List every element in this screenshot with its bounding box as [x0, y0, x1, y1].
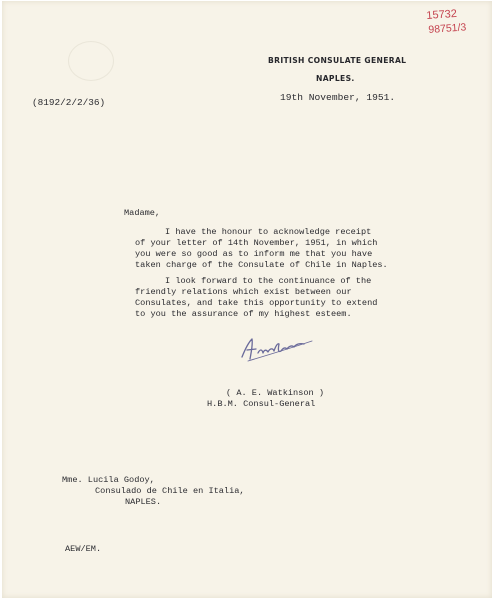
body-line-6: friendly relations which exist between our [135, 287, 352, 297]
archive-number-top: 15732 [426, 7, 458, 22]
body-line-4: taken charge of the Consulate of Chile in Naples. [135, 260, 388, 270]
signatory-title: H.B.M. Consul-General [207, 399, 316, 409]
body-line-7: Consulates, and take this opportunity to extend [135, 298, 378, 308]
archive-number-bottom: 98751/3 [428, 21, 467, 36]
recipient-city: NAPLES. [125, 497, 162, 507]
body-line-8: to you the assurance of my highest esteem. [135, 309, 352, 319]
body-line-2: of your letter of 14th November, 1951, in which [135, 238, 378, 248]
recipient-name: Mme. Lucila Godoy, [62, 475, 155, 485]
recipient-office: Consulado de Chile en Italia, [95, 486, 245, 496]
faint-embossed-stamp [68, 41, 114, 81]
salutation: Madame, [124, 208, 161, 218]
reference-number: (8192/2/2/36) [32, 97, 106, 108]
letterhead-city: NAPLES. [316, 74, 355, 83]
letter-date: 19th November, 1951. [280, 92, 396, 103]
body-line-3: you were so good as to inform me that you have [135, 249, 373, 259]
letterhead-office: BRITISH CONSULATE GENERAL [268, 56, 407, 65]
typist-initials: AEW/EM. [65, 544, 102, 554]
handwritten-signature [238, 331, 318, 365]
body-line-1: I have the honour to acknowledge receipt [165, 227, 372, 237]
signatory-name: ( A. E. Watkinson ) [226, 388, 324, 398]
body-line-5: I look forward to the continuance of the [165, 276, 372, 286]
paper-sheet [2, 1, 492, 598]
